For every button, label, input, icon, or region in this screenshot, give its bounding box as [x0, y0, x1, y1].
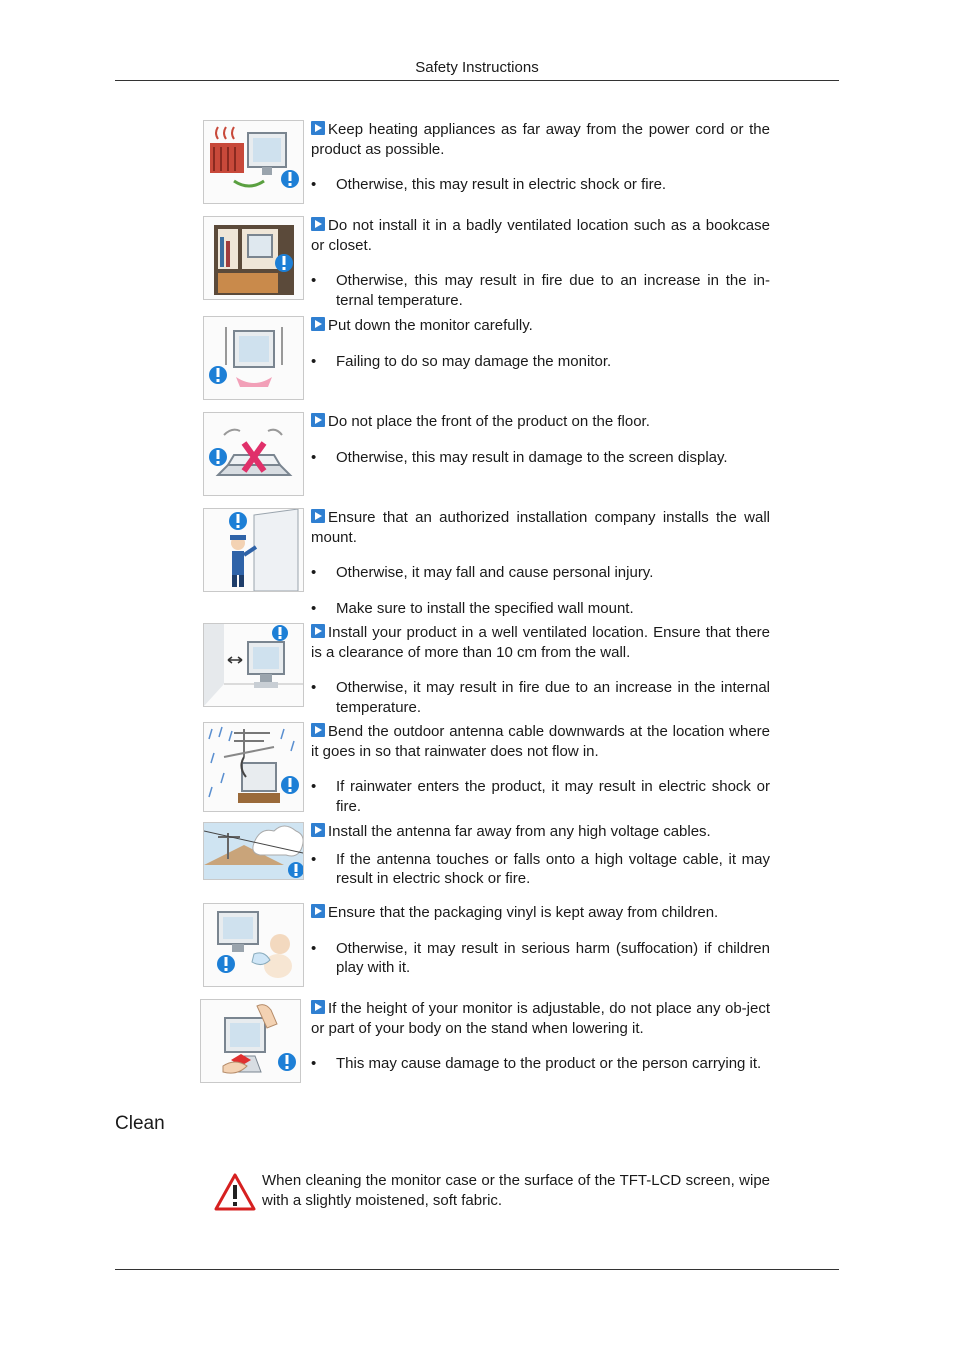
blue-triangle-icon: [311, 723, 325, 737]
entry-lead-text: Ensure that the packaging vinyl is kept away from children.: [311, 903, 770, 923]
wall-mount-installer-illustration: [203, 508, 304, 592]
entry-bullet: • Otherwise, it may fall and cause personal injury.: [311, 564, 654, 581]
rain-antenna-illustration: [203, 722, 304, 812]
heater-near-monitor-illustration: [203, 120, 304, 204]
entry-bullet: • Otherwise, this may result in electric shock or fire.: [311, 176, 667, 193]
entry-lead-text: If the height of your monitor is adjustable, do not place any ob-ject or part of your body on the stand when lowering it.: [311, 1000, 770, 1037]
footer-rule: [115, 1269, 839, 1270]
entry-bullet: • Otherwise, it may result in fire due to an increase in the internal temperature.: [311, 679, 770, 716]
blue-triangle-icon: [311, 904, 325, 918]
entry-lead-text: Do not install it in a badly ventilated location such as a bookcase or closet.: [311, 217, 770, 254]
section-title-clean: Clean: [115, 1113, 165, 1134]
clean-instruction-text: When cleaning the monitor case or the surface of the TFT-LCD screen, wipe with a slightly moistened, soft fabric.: [262, 1172, 770, 1209]
entry-bullet: • This may cause damage to the product or the person carrying it.: [311, 1055, 762, 1072]
monitor-put-down-illustration: [203, 316, 304, 400]
entry-bullet: • Failing to do so may damage the monitor.: [311, 352, 612, 370]
entry-lead-text: Bend the outdoor antenna cable downwards at the location where it goes in so that rainwater does not flow in.: [311, 723, 770, 760]
blue-triangle-icon: [311, 317, 325, 331]
entry-bullet: • Otherwise, it may result in serious harm (suffocation) if children play with it.: [311, 939, 770, 976]
entry-bullet: • Make sure to install the specified wall mount.: [311, 599, 634, 617]
blue-triangle-icon: [311, 823, 325, 837]
entry-bullet: • Otherwise, this may result in fire due to an increase in the in-ternal temperature.: [311, 272, 770, 309]
entry-lead-text: [311, 120, 770, 159]
entry-lead-text: Do not place the front of the product on the floor.: [311, 412, 770, 432]
monitor-wall-clearance-illustration: [203, 623, 304, 707]
blue-triangle-icon: [311, 624, 325, 638]
entry-lead: Keep heating appliances as far away from the power cord or the product as possible.: [311, 121, 770, 158]
entry-bullet: • If the antenna touches or falls onto a high voltage cable, it may result in electric shock or fire.: [311, 850, 770, 887]
entry-lead-text: Install your product in a well ventilated location. Ensure that there is a clearance of more than 10 cm from the wall.: [311, 624, 770, 661]
entry-lead-text: Put down the monitor carefully.: [311, 316, 770, 336]
monitor-in-bookcase-illustration: [203, 216, 304, 300]
blue-triangle-icon: [311, 413, 325, 427]
blue-triangle-icon: [311, 509, 325, 523]
entry-lead-text: Install the antenna far away from any high voltage cables.: [311, 822, 770, 842]
blue-triangle-icon: [311, 1000, 325, 1014]
entry-bullet: • Otherwise, this may result in damage to the screen display.: [311, 448, 728, 466]
page-header-title: Safety Instructions: [415, 59, 539, 76]
monitor-face-down-illustration: [203, 412, 304, 496]
header-rule: [115, 80, 839, 81]
blue-triangle-icon: [311, 217, 325, 231]
entry-bullet: • If rainwater enters the product, it may result in electric shock or fire.: [311, 778, 770, 815]
warning-triangle-icon: [213, 1172, 257, 1212]
blue-triangle-icon: [311, 121, 325, 135]
antenna-high-voltage-illustration: [203, 822, 304, 880]
entry-lead-text: Ensure that an authorized installation company installs the wall mount.: [311, 509, 770, 546]
hand-on-stand-illustration: [200, 999, 301, 1083]
child-packaging-vinyl-illustration: [203, 903, 304, 987]
